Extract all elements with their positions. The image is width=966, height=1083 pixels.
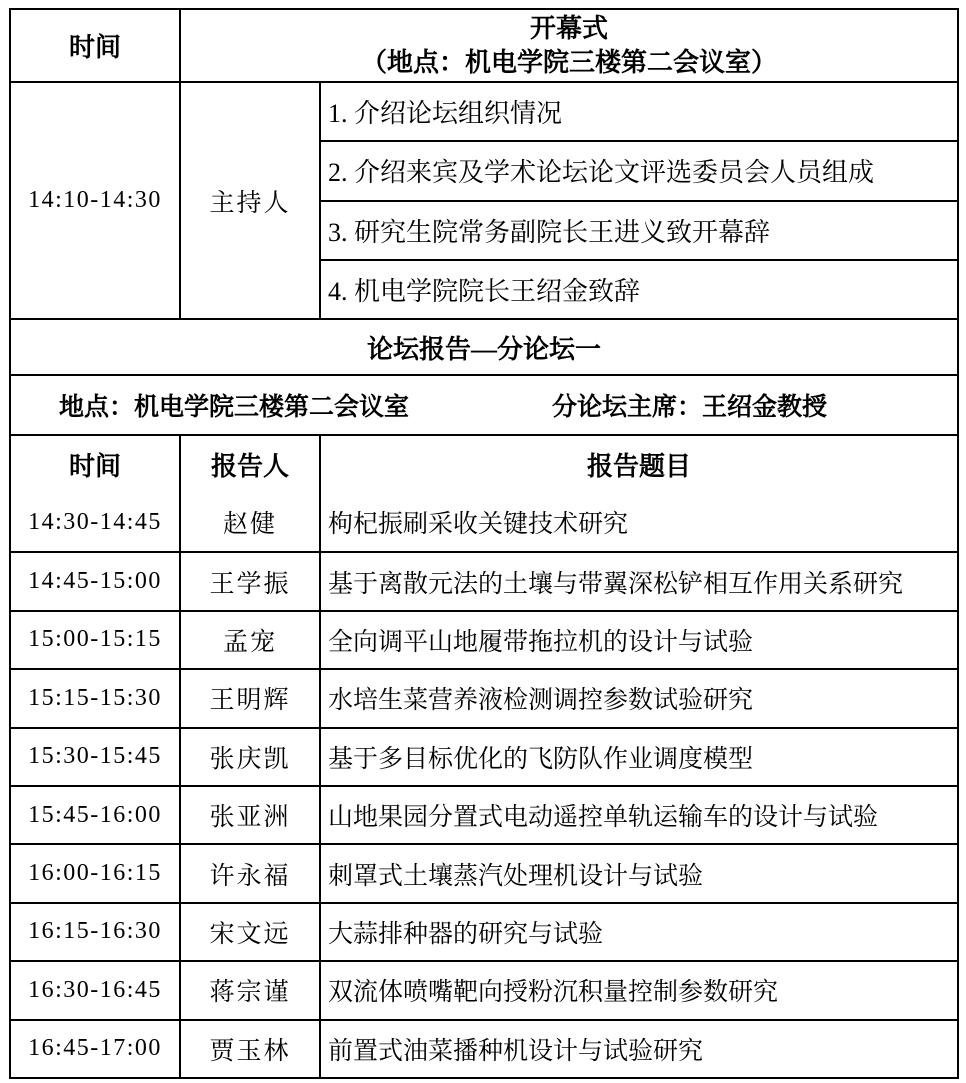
agenda-item: 1. 介绍论坛组织情况: [328, 99, 563, 129]
row-title: 双流体喷嘴靶向授粉沉积量控制参数研究: [319, 962, 957, 1018]
opening-agenda-list: [319, 83, 957, 318]
row-speaker: 蒋宗谨: [179, 962, 319, 1018]
agenda-item: 4. 机电学院院长王绍金致辞: [321, 259, 957, 318]
row-time: 15:00-15:15: [28, 626, 162, 653]
row-title: 枸杞振刷采收关键技术研究: [319, 493, 957, 551]
row-speaker: 许永福: [179, 845, 319, 901]
row-speaker: 孟宠: [179, 612, 319, 668]
agenda-item: 2. 介绍来宾及学术论坛论文评选委员会人员组成: [321, 140, 957, 199]
table-row: [11, 727, 957, 785]
opening-session-time: 14:10-14:30: [28, 187, 162, 213]
table-row: [11, 668, 957, 726]
col-header-time: 时间: [68, 452, 121, 481]
row-title: 水培生菜营养液检测调控参数试验研究: [319, 670, 957, 726]
opening-host: 主持人: [179, 83, 319, 318]
row-time: 15:30-15:45: [28, 743, 162, 770]
opening-title-cell: [179, 10, 957, 81]
row-title: 前置式油菜播种机设计与试验研究: [319, 1021, 957, 1077]
row-time: 15:45-16:00: [28, 801, 162, 828]
row-title: 刺罩式土壤蒸汽处理机设计与试验: [319, 845, 957, 901]
col-header-speaker: 报告人: [179, 436, 319, 493]
row-title: 山地果园分置式电动遥控单轨运输车的设计与试验: [319, 787, 957, 843]
row-speaker: 赵健: [179, 493, 319, 551]
table-row: [11, 785, 957, 843]
row-time: 15:15-15:30: [28, 684, 162, 711]
table-column-headers: [11, 434, 957, 493]
subforum-chair: 分论坛主席：王绍金教授: [552, 394, 828, 421]
opening-session-row: [11, 81, 957, 318]
agenda-item: 3. 研究生院常务副院长王进义致开幕辞: [321, 200, 957, 259]
row-speaker: 张亚洲: [179, 787, 319, 843]
table-row: [11, 843, 957, 901]
report-rows: [11, 493, 957, 1077]
opening-title: 开幕式: [529, 13, 608, 43]
row-speaker: 王明辉: [179, 670, 319, 726]
row-title: 基于离散元法的土壤与带翼深松铲相互作用关系研究: [319, 553, 957, 609]
table-row: [11, 551, 957, 609]
row-title: 大蒜排种器的研究与试验: [319, 904, 957, 960]
table-row: [11, 902, 957, 960]
subforum-info-row: [11, 374, 957, 434]
row-time: 14:30-14:45: [28, 508, 162, 535]
row-speaker: 张庆凯: [179, 729, 319, 785]
subforum-location: 地点：机电学院三楼第二会议室: [59, 394, 410, 421]
table-row: [11, 493, 957, 551]
row-time: 16:45-17:00: [28, 1035, 162, 1062]
forum-schedule-table: [9, 8, 959, 1079]
row-speaker: 宋文远: [179, 904, 319, 960]
row-time: 16:00-16:15: [28, 860, 162, 887]
col-header-title: 报告题目: [319, 436, 957, 493]
row-time: 14:45-15:00: [28, 568, 162, 595]
table-row: [11, 960, 957, 1018]
table-row: [11, 610, 957, 668]
row-time: 16:15-16:30: [28, 918, 162, 945]
table-row: [11, 1019, 957, 1077]
opening-header-row: [11, 10, 957, 81]
time-column-header: 时间: [68, 33, 121, 62]
subforum-section-title: 论坛报告—分论坛一: [11, 318, 957, 374]
row-title: 全向调平山地履带拖拉机的设计与试验: [319, 612, 957, 668]
opening-location: （地点：机电学院三楼第二会议室）: [360, 47, 777, 77]
row-speaker: 贾玉林: [179, 1021, 319, 1077]
row-time: 16:30-16:45: [28, 976, 162, 1003]
row-title: 基于多目标优化的飞防队作业调度模型: [319, 729, 957, 785]
row-speaker: 王学振: [179, 553, 319, 609]
